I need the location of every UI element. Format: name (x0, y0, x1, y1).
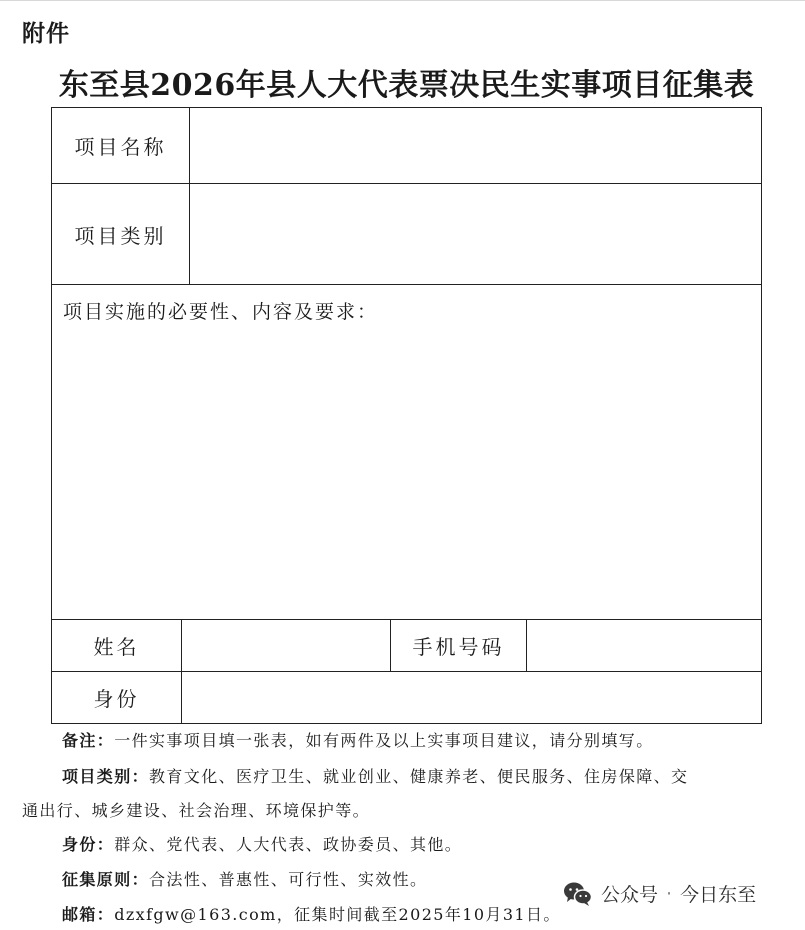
note-label: 项目类别： (62, 767, 150, 786)
identity-field[interactable] (182, 672, 761, 723)
row-divider (52, 284, 761, 285)
note-text: dzxfgw@163.com，征集时间截至2025年10月31日。 (114, 905, 561, 924)
name-field[interactable] (182, 620, 390, 671)
project-name-label: 项目名称 (74, 135, 167, 159)
project-category-field[interactable] (190, 184, 761, 284)
project-details-field[interactable] (52, 328, 761, 618)
note-text: 教育文化、医疗卫生、就业创业、健康养老、便民服务、住房保障、交 (149, 767, 689, 786)
note-project-category (62, 764, 688, 787)
note-text: 通出行、城乡建设、社会治理、环境保护等。 (22, 801, 371, 820)
note-principles (62, 867, 427, 890)
note-text: 群众、党代表、人大代表、政协委员、其他。 (114, 835, 463, 854)
collection-form-table (51, 107, 762, 724)
wechat-account-watermark (563, 880, 756, 907)
phone-field[interactable] (527, 620, 761, 671)
project-details-label: 项目实施的必要性、内容及要求： (63, 301, 379, 323)
note-text: 一件实事项目填一张表，如有两件及以上实事项目建议，请分别填写。 (114, 731, 654, 750)
note-project-category-continued (22, 798, 370, 821)
note-label: 邮箱： (62, 905, 115, 924)
platform-label: 公众号 (601, 884, 659, 906)
top-divider (0, 0, 805, 1)
note-label: 身份： (62, 835, 115, 854)
project-name-field[interactable] (190, 108, 761, 183)
page-title: 东至县2026年县人大代表票决民生实事项目征集表 (58, 68, 755, 103)
project-category-label: 项目类别 (74, 223, 167, 248)
note-label: 备注： (62, 731, 115, 750)
separator-dot: · (666, 882, 673, 905)
identity-label: 身份 (93, 687, 140, 711)
wechat-icon (563, 881, 593, 907)
account-name: 今日东至 (680, 884, 757, 906)
note-label: 征集原则： (62, 870, 150, 889)
note-identity (62, 832, 462, 855)
attachment-label: 附件 (22, 21, 70, 47)
name-label: 姓名 (93, 635, 140, 659)
note-remark (62, 728, 654, 751)
phone-label: 手机号码 (412, 635, 505, 659)
note-text: 合法性、普惠性、可行性、实效性。 (149, 870, 428, 889)
note-email (62, 902, 561, 925)
